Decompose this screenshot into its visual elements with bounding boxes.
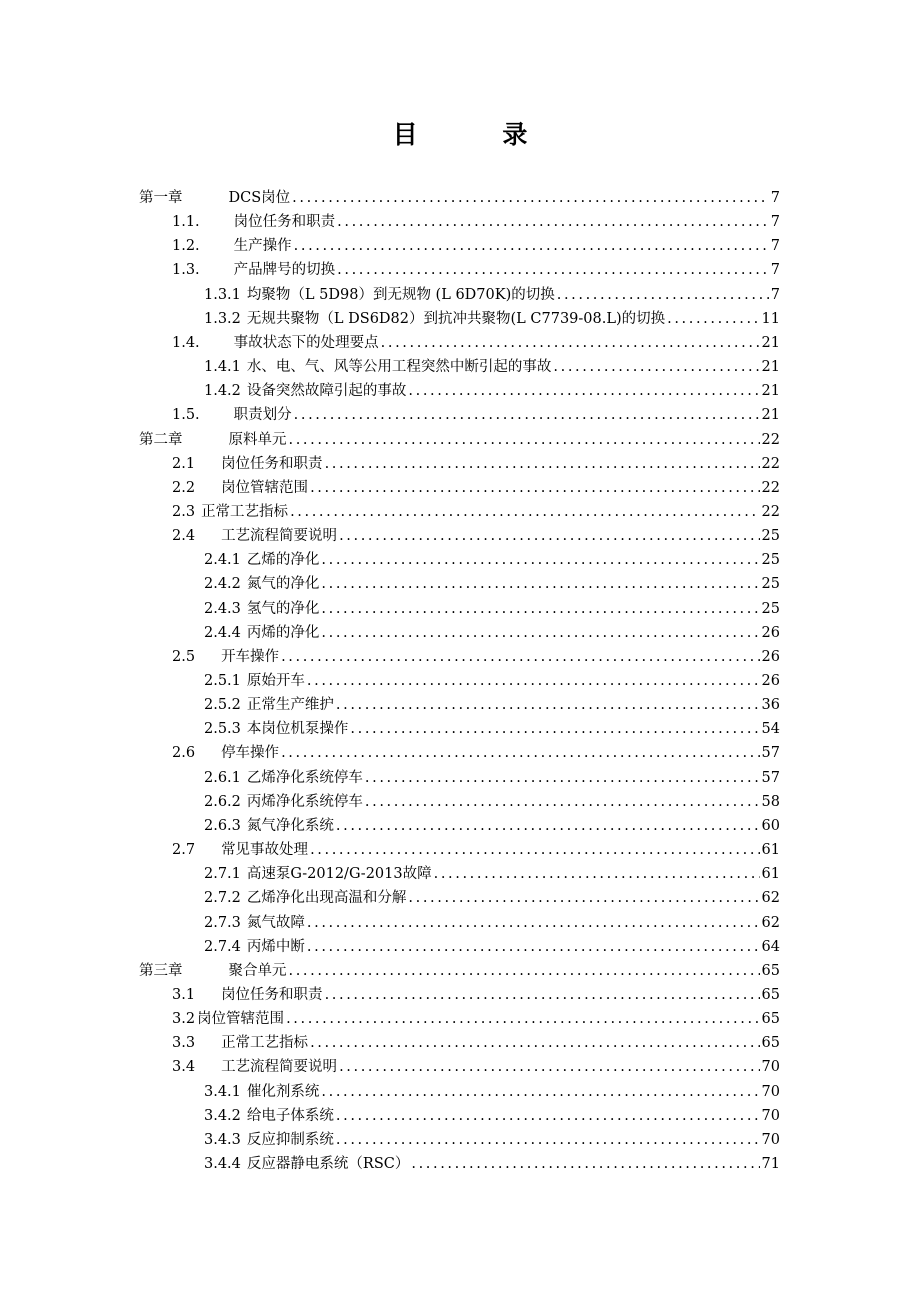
toc-entry[interactable] [172, 256, 780, 280]
toc-leader-dots [281, 743, 759, 763]
toc-leader-dots [321, 1082, 759, 1102]
toc-entry[interactable] [204, 619, 780, 643]
toc-entry-title: 停车操作 [221, 745, 280, 762]
toc-entry-page: 65 [761, 1035, 780, 1052]
toc-leader-dots [321, 574, 759, 594]
toc-entry-title: 原始开车 [246, 673, 305, 689]
toc-entry-title: 岗位任务和职责 [221, 986, 323, 1003]
toc-entry[interactable] [172, 836, 780, 860]
toc-leader-dots [321, 599, 759, 619]
toc-entry-title: 常见事故处理 [221, 842, 309, 859]
toc-entry[interactable] [172, 1029, 780, 1053]
toc-entry-number: 2.5.3 [204, 721, 241, 738]
toc-entry-page: 57 [761, 745, 780, 762]
toc-entry-page: 26 [761, 673, 780, 689]
toc-entry-page: 7 [770, 262, 780, 279]
toc-leader-dots [408, 888, 759, 908]
toc-leader-dots [290, 502, 759, 522]
toc-entry-title: 正常工艺指标 [221, 1035, 309, 1052]
toc-entry-page: 22 [761, 479, 780, 496]
toc-entry-page: 58 [761, 793, 780, 810]
page-title: 目 录 [392, 120, 566, 149]
toc-entry-title: 无规共聚物（L DS6D82）到抗冲共聚物(L C7739-08.L)的切换 [246, 310, 666, 327]
toc-leader-dots [281, 647, 759, 667]
toc-entry-title: DCS岗位 [228, 190, 291, 206]
toc-entry-title: 生产操作 [233, 238, 292, 255]
toc-entry[interactable] [204, 305, 780, 329]
toc-entry-title: 氢气的净化 [246, 600, 320, 617]
toc-entry[interactable] [139, 426, 780, 450]
toc-entry[interactable] [204, 812, 780, 836]
toc-entry[interactable] [204, 764, 780, 788]
toc-entry-number: 3.4.4 [204, 1156, 241, 1172]
toc-leader-dots [294, 405, 760, 425]
toc-entry-number: 3.1 [172, 986, 196, 1003]
toc-entry-page: 71 [761, 1156, 780, 1172]
toc-entry[interactable] [204, 595, 780, 619]
toc-entry[interactable] [204, 1150, 780, 1174]
toc-entry-title: 乙烯的净化 [246, 552, 320, 569]
toc-entry-number: 3.4.2 [204, 1107, 241, 1124]
toc-entry[interactable] [204, 860, 780, 884]
toc-leader-dots [310, 1033, 759, 1053]
toc-entry-title: 丙烯中断 [246, 938, 305, 955]
toc-leader-dots [307, 937, 760, 957]
toc-entry-number: 2.4.1 [204, 552, 241, 569]
toc-entry-number: 1.2. [172, 238, 200, 255]
toc-entry[interactable] [172, 739, 780, 763]
toc-entry-page: 54 [761, 721, 780, 738]
toc-leader-dots [321, 550, 759, 570]
toc-entry-number: 3.3 [172, 1035, 196, 1052]
toc-entry-number: 第一章 [139, 190, 183, 206]
toc-entry-page: 7 [770, 214, 780, 231]
toc-leader-dots [350, 719, 759, 739]
toc-entry-number: 2.7.3 [204, 914, 241, 931]
toc-leader-dots [336, 1106, 760, 1126]
toc-entry[interactable] [204, 691, 780, 715]
toc-entry-number: 3.4.3 [204, 1131, 241, 1148]
toc-entry[interactable] [172, 474, 780, 498]
toc-entry[interactable] [204, 1078, 780, 1102]
toc-entry-number: 2.4.4 [204, 624, 241, 641]
toc-entry-title: 氮气故障 [246, 914, 305, 931]
toc-entry-number: 3.4.1 [204, 1083, 241, 1100]
toc-leader-dots [365, 792, 760, 812]
toc-entry-page: 70 [761, 1131, 780, 1148]
toc-entry-page: 36 [761, 697, 780, 714]
toc-entry[interactable] [204, 933, 780, 957]
toc-entry-page: 21 [761, 407, 780, 424]
toc-entry-number: 2.6.1 [204, 769, 241, 786]
toc-leader-dots [294, 236, 769, 256]
toc-entry[interactable] [204, 884, 780, 908]
toc-entry-page: 60 [761, 817, 780, 834]
toc-entry-page: 65 [761, 1011, 780, 1028]
toc-entry-page: 7 [770, 286, 780, 303]
toc-entry-number: 2.7.2 [204, 890, 241, 907]
toc-entry[interactable] [172, 522, 780, 546]
toc-entry-title: 工艺流程简要说明 [221, 1059, 338, 1076]
toc-entry-number: 2.4.3 [204, 600, 241, 617]
toc-entry-number: 3.2 [172, 1011, 196, 1028]
toc-entry-number: 1.3. [172, 262, 200, 279]
toc-entry[interactable] [172, 208, 780, 232]
toc-leader-dots [310, 840, 759, 860]
toc-entry-title: 本岗位机泵操作 [246, 721, 349, 738]
toc-entry[interactable] [172, 1005, 780, 1029]
toc-entry-number: 2.7.1 [204, 866, 241, 883]
toc-entry-page: 65 [761, 962, 780, 979]
toc-entry-page: 11 [761, 310, 780, 327]
toc-entry-title: 职责划分 [233, 407, 292, 424]
toc-entry-title: 氮气的净化 [246, 576, 320, 593]
toc-entry-title: 设备突然故障引起的事故 [246, 383, 407, 400]
toc-entry-number: 2.6.2 [204, 793, 241, 810]
toc-leader-dots [408, 381, 759, 401]
toc-entry-number: 2.7.4 [204, 938, 241, 955]
toc-entry-title: 高速泵G-2012/G-2013故障 [246, 866, 432, 883]
toc-entry-number: 2.3 [172, 503, 196, 520]
toc-leader-dots [557, 285, 769, 305]
toc-entry-number: 2.4.2 [204, 576, 241, 593]
toc-entry-page: 70 [761, 1107, 780, 1124]
toc-leader-dots [337, 260, 769, 280]
toc-entry-number: 2.1 [172, 455, 196, 472]
toc-entry-page: 22 [761, 503, 780, 520]
toc-leader-dots [336, 816, 760, 836]
toc-leader-dots [553, 357, 759, 377]
toc-entry-title: 产品牌号的切换 [233, 262, 336, 279]
toc-leader-dots [289, 430, 760, 450]
toc-entry-title: 均聚物（L 5D98）到无规物 (L 6D70K)的切换 [246, 286, 555, 303]
toc-leader-dots [289, 961, 760, 981]
toc-entry-title: 反应器静电系统（RSC） [246, 1156, 410, 1172]
toc-entry-title: 岗位任务和职责 [233, 214, 336, 231]
toc-entry-number: 2.5.2 [204, 697, 241, 714]
toc-entry-number: 1.4.1 [204, 359, 241, 376]
toc-entry-title: 正常生产维护 [246, 697, 334, 714]
toc-leader-dots [286, 1009, 759, 1029]
toc-entry[interactable] [204, 667, 780, 691]
toc-entry-number: 1.4. [172, 334, 200, 351]
toc-leader-dots [292, 188, 769, 208]
toc-entry-page: 7 [770, 190, 780, 206]
toc-entry-title: 岗位管辖范围 [197, 1011, 285, 1028]
toc-entry[interactable] [172, 450, 780, 474]
toc-entry-title: 聚合单元 [228, 962, 287, 979]
toc-leader-dots [337, 212, 769, 232]
toc-entry-page: 70 [761, 1083, 780, 1100]
toc-entry[interactable] [204, 281, 780, 305]
toc-leader-dots [365, 768, 760, 788]
toc-entry-page: 62 [761, 890, 780, 907]
toc-entry-page: 21 [761, 359, 780, 376]
toc-leader-dots [339, 526, 759, 546]
toc-entry-title: 水、电、气、风等公用工程突然中断引起的事故 [246, 359, 552, 376]
toc-entry-title: 催化剂系统 [246, 1083, 320, 1100]
toc-entry-page: 21 [761, 383, 780, 400]
toc-leader-dots [321, 623, 759, 643]
toc-entry-page: 22 [761, 431, 780, 448]
toc-leader-dots [667, 309, 759, 329]
toc-entry-number: 2.5.1 [204, 673, 241, 689]
toc-entry-number: 3.4 [172, 1059, 196, 1076]
toc-leader-dots [336, 1130, 760, 1150]
toc-entry-page: 61 [761, 842, 780, 859]
toc-entry[interactable] [139, 957, 780, 981]
toc-entry[interactable] [204, 715, 780, 739]
toc-entry-title: 氮气净化系统 [246, 817, 334, 834]
toc-entry[interactable] [172, 401, 780, 425]
toc-leader-dots [434, 864, 760, 884]
toc-leader-dots [381, 333, 760, 353]
toc-leader-dots [336, 695, 760, 715]
toc-entry-title: 乙烯净化出现高温和分解 [246, 890, 407, 907]
toc-entry[interactable] [204, 788, 780, 812]
toc-entry-title: 丙烯的净化 [246, 624, 320, 641]
toc-entry[interactable] [204, 570, 780, 594]
toc-entry-page: 26 [761, 624, 780, 641]
toc-entry-title: 乙烯净化系统停车 [246, 769, 363, 786]
toc-entry[interactable] [172, 643, 780, 667]
toc-entry-number: 2.6 [172, 745, 196, 762]
toc-entry[interactable] [204, 546, 780, 570]
toc-entry-page: 26 [761, 648, 780, 665]
toc-entry-number: 1.1. [172, 214, 200, 231]
toc-entry-title: 岗位管辖范围 [221, 479, 309, 496]
toc-entry[interactable] [204, 909, 780, 933]
toc-entry-number: 1.5. [172, 407, 200, 424]
toc-entry-number: 2.6.3 [204, 817, 241, 834]
toc-leader-dots [307, 913, 760, 933]
toc-entry[interactable] [172, 981, 780, 1005]
toc-entry-page: 7 [770, 238, 780, 255]
toc-entry-number: 2.7 [172, 842, 196, 859]
toc-entry-number: 2.5 [172, 648, 196, 665]
toc-leader-dots [310, 478, 759, 498]
toc-entry[interactable] [172, 498, 780, 522]
toc-entry-title: 开车操作 [221, 648, 280, 665]
toc-entry-title: 丙烯净化系统停车 [246, 793, 363, 810]
toc-entry-page: 70 [761, 1059, 780, 1076]
toc-entry-number: 第二章 [139, 431, 183, 448]
toc-entry-title: 岗位任务和职责 [221, 455, 323, 472]
toc-entry[interactable] [204, 353, 780, 377]
toc-entry[interactable] [204, 377, 780, 401]
toc-entry-page: 22 [761, 455, 780, 472]
toc-entry-page: 25 [761, 528, 780, 545]
toc-entry-page: 62 [761, 914, 780, 931]
toc-entry[interactable] [139, 184, 780, 208]
toc-entry[interactable] [204, 1126, 780, 1150]
toc-leader-dots [307, 671, 760, 691]
toc-entry-number: 2.4 [172, 528, 196, 545]
toc-entry-title: 正常工艺指标 [201, 503, 289, 520]
toc-leader-dots [325, 985, 760, 1005]
toc-entry-title: 事故状态下的处理要点 [233, 334, 379, 351]
toc-leader-dots [339, 1057, 759, 1077]
toc-entry-page: 57 [761, 769, 780, 786]
toc-entry-page: 65 [761, 986, 780, 1003]
toc-entry-page: 21 [761, 334, 780, 351]
toc-entry-page: 64 [761, 938, 780, 955]
toc-entry-number: 1.3.2 [204, 310, 241, 327]
toc-entry[interactable] [172, 1053, 780, 1077]
toc-leader-dots [411, 1154, 759, 1174]
toc-entry-number: 第三章 [139, 962, 183, 979]
toc-entry-title: 原料单元 [228, 431, 287, 448]
toc-entry-page: 61 [761, 866, 780, 883]
toc-entry-title: 给电子体系统 [246, 1107, 334, 1124]
toc-entry-number: 2.2 [172, 479, 196, 496]
toc-entry-page: 25 [761, 600, 780, 617]
toc-entry-number: 1.4.2 [204, 383, 241, 400]
toc-entry-title: 反应抑制系统 [246, 1131, 334, 1148]
toc-entry[interactable] [204, 1102, 780, 1126]
toc-entry-page: 25 [761, 576, 780, 593]
toc-leader-dots [325, 454, 760, 474]
toc-entry[interactable] [172, 232, 780, 256]
toc-entry-page: 25 [761, 552, 780, 569]
toc-entry[interactable] [172, 329, 780, 353]
toc-entry-number: 1.3.1 [204, 286, 241, 303]
toc-entry-title: 工艺流程简要说明 [221, 528, 338, 545]
